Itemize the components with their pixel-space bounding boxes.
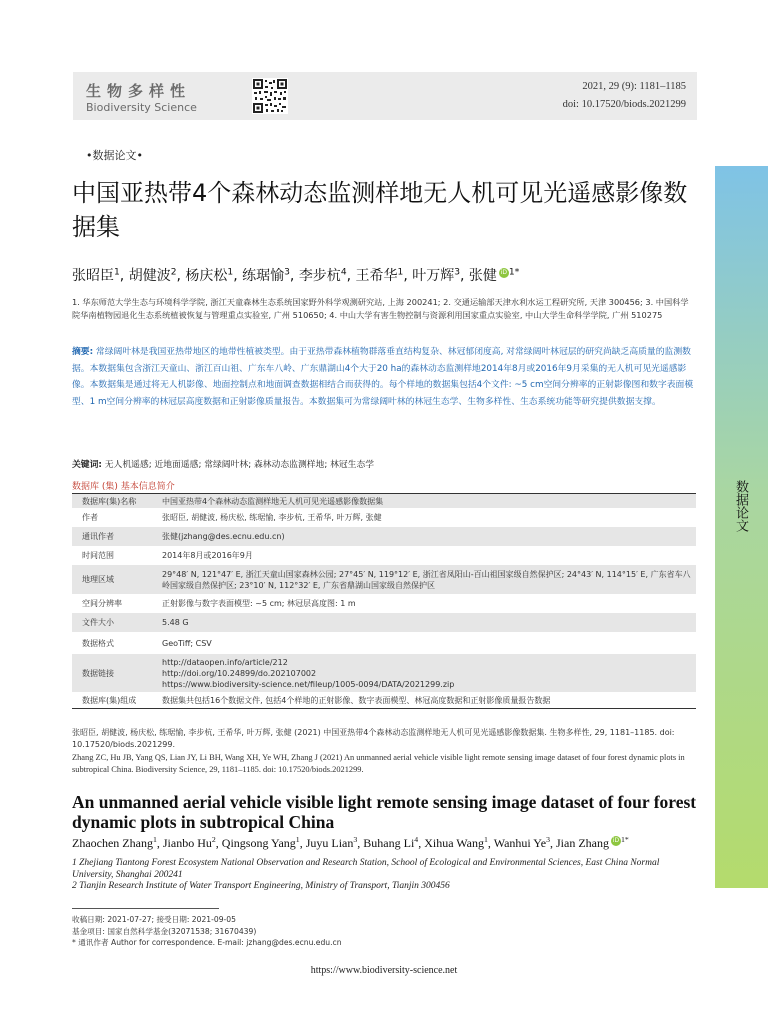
author-name: Jian Zhang [555,836,609,850]
footnote-funding: 基金项目: 国家自然科学基金(32071538; 31670439) [72,926,257,936]
authors-en: Zhaochen Zhang$^1$, Jianbo Hu$^2$, Qingsong Yang$^1$, Juyu Lian$^3$, Buhang Li$^4$, Xihua Wang$^1$, Wanhui Ye$^3$, Jian Zhang iD $^{1*}$ [72,835,629,850]
abstract-label: 摘要: [72,347,94,357]
table-row [72,508,696,527]
side-section-label: 数据论文 [733,480,748,532]
table-cell-label: 作者 [82,513,98,522]
table-cell-label: 数据库(集)组成 [82,695,137,705]
database-info-heading: 数据库 (集) 基本信息简介 [72,482,175,492]
footnote-correspondence: * 通讯作者 Author for correspondence. E-mail: jzhang@des.ecnu.edu.cn [72,938,342,947]
table-row [72,654,696,692]
author-affiliation-mark: 4 [340,267,347,278]
footnote-divider [72,908,219,909]
author-affiliation-mark: 3 [284,267,290,278]
affiliation-en-item: 2 Tianjin Research Institute of Water Transport Engineering, Ministry of Transport, Tianjin 300456 [72,881,450,891]
author-name: 练琚愉 [242,268,285,284]
table-cell-value: 数据集共包括16个数据文件, 包括4个样地的正射影像、数字表面模型、林冠高度数据和正射影像质量报告数据 [162,695,551,705]
table-row [72,632,696,654]
section-tag: •数据论文• [86,149,143,162]
table-cell-value: 2014年8月或2016年9月 [162,551,253,560]
author-name: 张昭臣 [72,268,114,284]
table-row [72,527,696,546]
table-cell-value: 正射影像与数字表面模型: ~5 cm; 林冠层高度图: 1 m [162,599,356,608]
database-info-table [72,493,696,709]
author-name: Wanhui Ye [493,836,547,850]
author-affiliation-mark: 2 [170,267,177,278]
author-affiliation-mark: 1* [620,835,629,844]
author-affiliation-mark: 1* [508,267,520,278]
table-cell-value[interactable]: http://dataopen.info/article/212 http://doi.org/10.24899/do.202107002 https://www.biodiversity-science.net/fileup/1005-0094/DATA/2021299.zip [162,657,455,689]
table-row [72,594,696,613]
author-affiliation-mark: 1 [484,835,488,844]
author-name: Buhang Li [363,836,415,850]
table-cell-label: 数据链接 [82,668,114,678]
table-row [72,565,696,594]
footnote-received: 收稿日期: 2021-07-27; 接受日期: 2021-09-05 [72,915,236,924]
affiliations-en [72,858,696,893]
author-name: 叶万辉 [412,268,455,284]
table-cell-value: 中国亚热带4个森林动态监测样地无人机可见光遥感影像数据集 [162,496,384,506]
citation-en: Zhang ZC, Hu JB, Yang QS, Lian JY, Li BH, Wang XH, Ye WH, Zhang J (2021) An unmanned aerial vehicle visible light remote sensing image dataset of four forest dynamic plots in subtropical China. Biodiversity Science, 29, 1181–1185. doi: 10.17520/biods.2021299. [72,753,685,774]
author-name: Xihua Wang [424,836,484,850]
author-name: Zhaochen Zhang [72,836,153,850]
affiliation-en-item: 1 Zhejiang Tiantong Forest Ecosystem National Observation and Research Station, School of Ecological and Environmental Sciences, East China Normal University, Shanghai 200241 [72,858,660,880]
doi-header: doi: 10.17520/biods.2021299 [562,99,686,110]
author-affiliation-mark: 1 [227,267,234,278]
author-name: 张健 [468,268,497,284]
table-row [72,613,696,632]
author-name: 李步杭 [298,268,341,284]
author-affiliation-mark: 3 [353,835,358,844]
keywords-text: 无人机遥感; 近地面遥感; 常绿阔叶林; 森林动态监测样地; 林冠生态学 [104,460,375,470]
author-name: 王希华 [355,268,398,284]
journal-logo-cn: 生物多样性 [86,82,192,100]
author-name: Juyu Lian [305,836,354,850]
footnotes [72,914,696,949]
table-row [72,494,696,508]
journal-logo-en: Biodiversity Science [86,101,197,114]
table-cell-value: 张昭臣, 胡健波, 杨庆松, 练琚愉, 李步杭, 王希华, 叶万辉, 张健 [162,513,382,522]
volume-pages: 2021, 29 (9): 1181–1185 [582,81,686,92]
keywords [72,457,696,470]
page-title-en: An unmanned aerial vehicle visible light remote sensing image dataset of four forest dynamic plots in subtropical China [72,792,697,832]
table-cell-label: 通讯作者 [82,532,114,541]
table-row [72,546,696,565]
author-affiliation-mark: 3 [546,835,550,844]
table-row [72,692,696,708]
orcid-icon[interactable]: iD [612,837,620,844]
table-cell-value: 29°48′ N, 121°47′ E, 浙江天童山国家森林公园; 27°45′ N, 119°12′ E, 浙江省凤阳山-百山祖国家级自然保护区; 24°43′ N, 114°15′ E, 广东省车八岭国家级自然保护区; 23°10′ N, 112°32′ E, 广东省鼎湖山国家级自然保护区 [162,569,691,590]
table-cell-label: 数据库(集)名称 [82,496,137,506]
table-cell-label: 数据格式 [82,638,114,648]
author-affiliation-mark: 4 [414,835,419,844]
author-affiliation-mark: 3 [454,267,461,278]
table-cell-label: 空间分辨率 [82,599,122,608]
footer-url-link[interactable]: https://www.biodiversity-science.net [310,965,458,976]
table-cell-value: GeoTiff; CSV [162,638,212,648]
table-cell-value: 张健(jzhang@des.ecnu.edu.cn) [162,532,285,541]
page-title-cn: 中国亚热带4个森林动态监测样地无人机可见光遥感影像数据集 [72,179,688,241]
affiliations-cn: 1. 华东师范大学生态与环境科学学院, 浙江天童森林生态系统国家野外科学观测研究站, 上海 200241; 2. 交通运输部天津水利水运工程研究所, 天津 300456; 3. 中国科学院华南植物园退化生态系统植被恢复与管理重点实验室, 广州 510650; 4. 中山大学有害生物控制与资源利用国家重点实验室, 中山大学生命科学学院, 广州 510275 [72,297,689,320]
abstract [72,344,696,410]
orcid-icon[interactable]: iD [500,269,508,277]
table-cell-label: 时间范围 [82,551,114,560]
author-affiliation-mark: 2 [211,835,216,844]
author-affiliation-mark: 1 [397,267,404,278]
citation-cn: 张昭臣, 胡健波, 杨庆松, 练琚愉, 李步杭, 王希华, 叶万辉, 张健 (2021) 中国亚热带4个森林动态监测样地无人机可见光遥感影像数据集. 生物多样性, 29, 1181–1185. doi: 10.17520/biods.2021299. [72,728,675,749]
table-cell-label: 文件大小 [82,618,114,627]
keywords-label: 关键词: [72,460,102,470]
author-name: Jianbo Hu [162,836,212,850]
author-affiliation-mark: 1 [114,267,120,278]
authors-cn: 张昭臣$^1$, 胡健波$^2$, 杨庆松$^1$, 练琚愉$^3$, 李步杭$^4$, 王希华$^1$, 叶万辉$^3$, 张健 iD $^{1*}$ [72,267,520,284]
table-cell-value: 5.48 G [162,618,189,627]
author-name: 胡健波 [128,268,171,284]
author-name: 杨庆松 [185,268,228,284]
author-affiliation-mark: 1 [295,835,300,844]
author-affiliation-mark: 1 [152,835,157,844]
table-cell-label: 地理区域 [82,575,114,584]
abstract-text: 常绿阔叶林是我国亚热带地区的地带性植被类型。由于亚热带森林植物群落垂直结构复杂、林冠郁闭度高, 对常绿阔叶林冠层的研究尚缺乏高质量的监测数据。本数据集包含浙江天童山、浙江百山祖、广东车八岭、广东鼎湖山4个大于20 ha的森林动态监测样地2014年8月或2016年9月采集的无人机可见光遥感影像。本数据集是通过将无人机影像、地面控制点和地面调查数据相结合而获得的。每个样地的数据集包括4个文件: ~5 cm空间分辨率的正射影像图和数字表面模型、1 m空间分辨率的林冠层高度数据和正射影像质量报告。本数据集可为常绿阔叶林的林冠生态学、生物多样性、生态系统功能等研究提供数据支撑。 [72,347,694,407]
author-name: Qingsong Yang [221,836,296,850]
qr-code-icon [252,78,288,114]
